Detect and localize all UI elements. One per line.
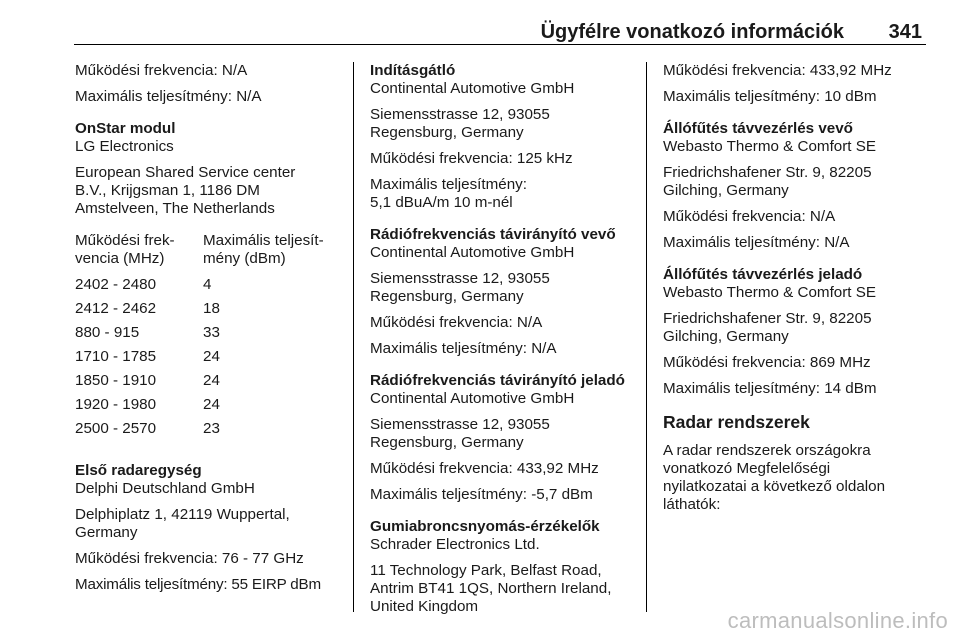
immobilizer-power: Maximális teljesítmény: 5,1 dBuA/m 10 m-nél (370, 176, 527, 211)
table-row (75, 300, 324, 324)
heater-receiver-power: Maximális teljesítmény: N/A (663, 234, 850, 251)
heater-receiver-section (663, 120, 928, 252)
rf-receiver-power: Maximális teljesítmény: N/A (370, 340, 557, 357)
radar-systems-text: A radar rendszerek országokra vonatkozó Megfelelőségi nyilatkozatai a következő oldalon láthatók: (663, 442, 886, 513)
radar-systems-section (663, 412, 928, 514)
watermark: carmanualsonline.info (727, 608, 948, 633)
radar-company: Delphi Deutschland GmbH (75, 480, 255, 497)
table-row (75, 396, 324, 420)
column-3 (663, 62, 928, 522)
freq-line: Működési frekvencia: N/A (75, 62, 248, 79)
rf-transmitter-freq: Működési frekvencia: 433,92 MHz (370, 460, 599, 477)
table-header-power: Maximális teljesít- mény (dBm) (203, 232, 324, 267)
tpms-section (370, 518, 625, 616)
heater-transmitter-power: Maximális teljesítmény: 14 dBm (663, 380, 877, 397)
power-line: Maximális teljesítmény: 10 dBm (663, 88, 877, 105)
table-cell: 2412 - 2462 (75, 300, 157, 317)
immobilizer-address: Siemensstrasse 12, 93055 Regensburg, Germany (370, 106, 550, 141)
frequency-table (75, 232, 324, 444)
radar-address: Delphiplatz 1, 42119 Wuppertal, Germany (75, 506, 290, 541)
tpms-heading: Gumiabroncsnyomás-érzékelők (370, 518, 600, 535)
table-header-frequency: Működési frek- vencia (MHz) (75, 232, 175, 267)
rf-receiver-section (370, 226, 625, 358)
table-row (75, 276, 324, 300)
rf-receiver-company: Continental Automotive GmbH (370, 244, 575, 261)
heater-transmitter-section (663, 266, 928, 398)
table-row (75, 348, 324, 372)
heater-receiver-company: Webasto Thermo & Comfort SE (663, 138, 876, 155)
heater-receiver-heading: Állófűtés távvezérlés vevő (663, 120, 853, 137)
table-cell: 1850 - 1910 (75, 372, 157, 389)
rf-receiver-address: Siemensstrasse 12, 93055 Regensburg, Germany (370, 270, 550, 305)
tpms-address: 11 Technology Park, Belfast Road, Antrim BT41 1QS, Northern Ireland, United Kingdom (370, 562, 612, 615)
page-header (74, 16, 926, 45)
column-divider-1 (353, 62, 354, 612)
heater-transmitter-freq: Működési frekvencia: 869 MHz (663, 354, 871, 371)
rf-transmitter-section (370, 372, 625, 504)
radar-power: Maximális teljesítmény: 55 EIRP dBm (75, 576, 321, 593)
table-cell: 4 (203, 276, 212, 293)
power-line: Maximális teljesítmény: N/A (75, 88, 262, 105)
rf-receiver-heading: Rádiófrekvenciás távirányító vevő (370, 226, 616, 243)
rf-transmitter-address: Siemensstrasse 12, 93055 Regensburg, Germany (370, 416, 550, 451)
onstar-section (75, 120, 343, 218)
tpms-company: Schrader Electronics Ltd. (370, 536, 540, 553)
column-2 (370, 62, 625, 624)
rf-transmitter-heading: Rádiófrekvenciás távirányító jeladó (370, 372, 625, 389)
radar-freq: Működési frekvencia: 76 - 77 GHz (75, 550, 304, 567)
heater-transmitter-heading: Állófűtés távvezérlés jeladó (663, 266, 863, 283)
page-title: Ügyfélre vonatkozó információk (540, 21, 844, 43)
onstar-heading: OnStar modul (75, 120, 176, 137)
radar-heading: Első radaregység (75, 462, 202, 479)
table-row (75, 420, 324, 444)
table-cell: 24 (203, 372, 220, 389)
rf-transmitter-company: Continental Automotive GmbH (370, 390, 575, 407)
heater-receiver-address: Friedrichshafener Str. 9, 82205 Gilching, Germany (663, 164, 872, 199)
table-cell: 1710 - 1785 (75, 348, 157, 365)
radar-systems-heading: Radar rendszerek (663, 412, 810, 432)
column-1 (75, 62, 343, 602)
table-cell: 2500 - 2570 (75, 420, 157, 437)
onstar-address: European Shared Service center B.V., Krijgsman 1, 1186 DM Amstelveen, The Netherlands (75, 164, 296, 217)
immobilizer-company: Continental Automotive GmbH (370, 80, 575, 97)
table-header-row (75, 232, 324, 276)
radar-unit-section (75, 462, 343, 594)
table-cell: 18 (203, 300, 220, 317)
heater-transmitter-address: Friedrichshafener Str. 9, 82205 Gilching, Germany (663, 310, 872, 345)
table-cell: 33 (203, 324, 220, 341)
table-cell: 2402 - 2480 (75, 276, 157, 293)
heater-receiver-freq: Működési frekvencia: N/A (663, 208, 836, 225)
page-number: 341 (888, 21, 922, 43)
table-cell: 24 (203, 396, 220, 413)
immobilizer-heading: Indításgátló (370, 62, 456, 79)
immobilizer-freq: Működési frekvencia: 125 kHz (370, 150, 573, 167)
onstar-company: LG Electronics (75, 138, 174, 155)
table-cell: 23 (203, 420, 220, 437)
table-cell: 24 (203, 348, 220, 365)
freq-line: Működési frekvencia: 433,92 MHz (663, 62, 892, 79)
table-row (75, 372, 324, 396)
table-cell: 1920 - 1980 (75, 396, 157, 413)
rf-receiver-freq: Működési frekvencia: N/A (370, 314, 543, 331)
immobilizer-section (370, 62, 625, 212)
table-cell: 880 - 915 (75, 324, 140, 341)
table-row (75, 324, 324, 348)
rf-transmitter-power: Maximális teljesítmény: -5,7 dBm (370, 486, 593, 503)
column-divider-2 (646, 62, 647, 612)
heater-transmitter-company: Webasto Thermo & Comfort SE (663, 284, 876, 301)
